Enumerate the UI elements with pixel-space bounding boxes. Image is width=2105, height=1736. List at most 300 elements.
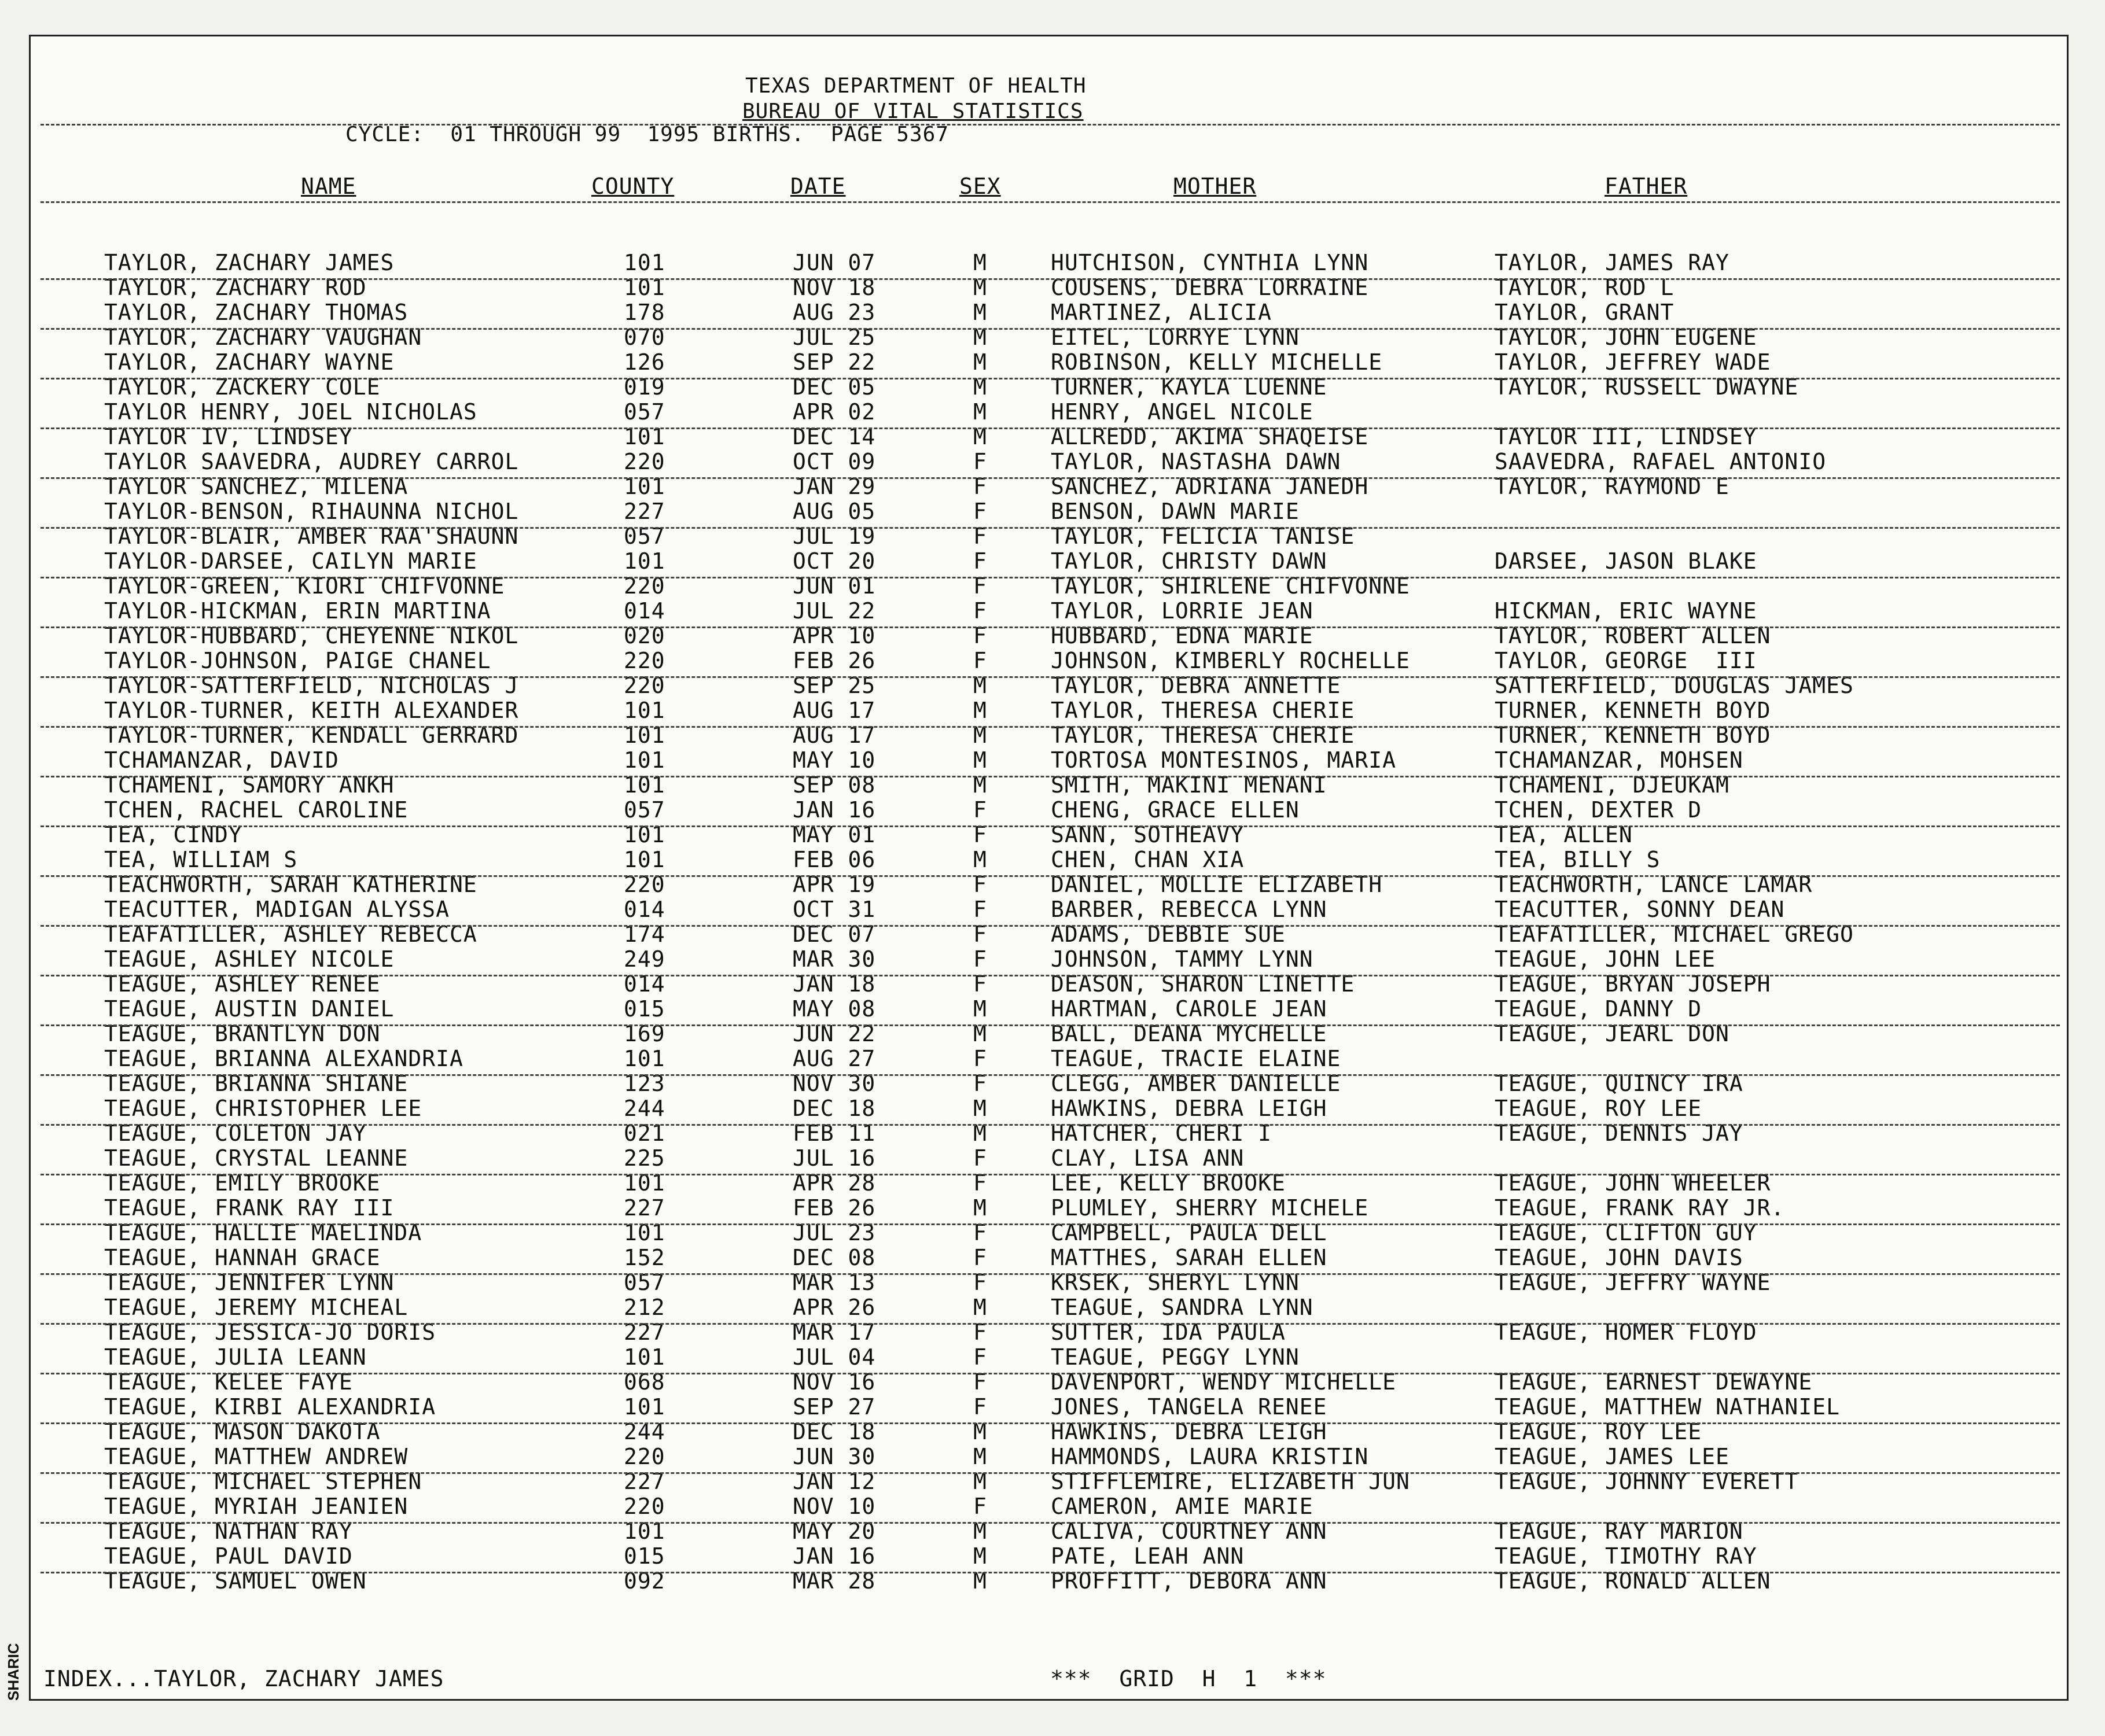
record-name-cell: TAYLOR-HICKMAN, ERIN MARTINA <box>104 598 491 624</box>
record-county-cell: 227 <box>624 1319 665 1345</box>
record-sex-cell: F <box>973 971 987 997</box>
header-line1: TEXAS DEPARTMENT OF HEALTH <box>745 74 1087 98</box>
record-sex-cell: M <box>973 399 987 425</box>
row-separator <box>41 925 2060 927</box>
record-date-cell: DEC 07 <box>793 922 876 947</box>
record-father-cell: TEAGUE, JEFFRY WAYNE <box>1495 1270 1771 1295</box>
header-line2: BUREAU OF VITAL STATISTICS <box>742 99 1084 123</box>
record-mother-cell: KRSEK, SHERYL LYNN <box>1051 1270 1300 1295</box>
record-father-cell: TAYLOR, ROBERT ALLEN <box>1495 623 1771 648</box>
record-sex-cell: M <box>973 250 987 275</box>
record-name-cell: TEAGUE, BRANTLYN DON <box>104 1021 381 1046</box>
record-mother-cell: ADAMS, DEBBIE SUE <box>1051 922 1286 947</box>
record-date-cell: OCT 31 <box>793 897 876 922</box>
record-date-cell: OCT 09 <box>793 449 876 474</box>
record-sex-cell: M <box>973 1444 987 1469</box>
record-sex-cell: F <box>973 946 987 972</box>
col-head-name: NAME <box>301 174 356 199</box>
record-county-cell: 070 <box>624 325 665 350</box>
record-date-cell: FEB 06 <box>793 847 876 872</box>
record-date-cell: JAN 16 <box>793 797 876 823</box>
row-separator <box>41 427 2060 429</box>
row-separator <box>41 875 2060 877</box>
record-father-cell: TEAGUE, CLIFTON GUY <box>1495 1220 1757 1245</box>
record-mother-cell: CLAY, LISA ANN <box>1051 1145 1245 1171</box>
record-county-cell: 220 <box>624 1444 665 1469</box>
record-sex-cell: M <box>973 1518 987 1544</box>
row-separator <box>41 1422 2060 1424</box>
record-name-cell: TCHAMENI, SAMORY ANKH <box>104 772 395 798</box>
record-name-cell: TEAGUE, CRYSTAL LEANNE <box>104 1145 409 1171</box>
record-county-cell: 014 <box>624 598 665 624</box>
record-date-cell: DEC 18 <box>793 1419 876 1444</box>
record-mother-cell: LEE, KELLY BROOKE <box>1051 1170 1286 1196</box>
record-name-cell: TEAGUE, BRIANNA ALEXANDRIA <box>104 1046 463 1071</box>
record-mother-cell: TEAGUE, SANDRA LYNN <box>1051 1295 1313 1320</box>
record-name-cell: TEAGUE, MATTHEW ANDREW <box>104 1444 409 1469</box>
record-sex-cell: F <box>973 474 987 499</box>
record-sex-cell: F <box>973 1270 987 1295</box>
record-name-cell: TEAGUE, SAMUEL OWEN <box>104 1568 367 1594</box>
record-mother-cell: DAVENPORT, WENDY MICHELLE <box>1051 1369 1396 1395</box>
record-sex-cell: M <box>973 698 987 723</box>
col-head-mother: MOTHER <box>1173 174 1257 199</box>
record-name-cell: TEAGUE, JEREMY MICHEAL <box>104 1295 409 1320</box>
record-name-cell: TEAGUE, JULIA LEANN <box>104 1344 367 1370</box>
record-mother-cell: JOHNSON, TAMMY LYNN <box>1051 946 1313 972</box>
record-sex-cell: M <box>973 300 987 325</box>
record-date-cell: FEB 11 <box>793 1121 876 1146</box>
row-separator <box>41 477 2060 479</box>
record-father-cell: TEAGUE, TIMOTHY RAY <box>1495 1543 1757 1569</box>
record-sex-cell: F <box>973 499 987 524</box>
record-name-cell: TCHAMANZAR, DAVID <box>104 747 339 773</box>
record-mother-cell: TEAGUE, PEGGY LYNN <box>1051 1344 1300 1370</box>
record-county-cell: 015 <box>624 1543 665 1569</box>
record-mother-cell: HENRY, ANGEL NICOLE <box>1051 399 1313 425</box>
record-sex-cell: M <box>973 1121 987 1146</box>
record-sex-cell: M <box>973 1568 987 1594</box>
record-father-cell: TEACHWORTH, LANCE LAMAR <box>1495 872 1813 897</box>
record-county-cell: 126 <box>624 349 665 375</box>
record-date-cell: APR 02 <box>793 399 876 425</box>
footer-grid: *** GRID H 1 *** <box>1050 1666 1327 1691</box>
record-date-cell: AUG 05 <box>793 499 876 524</box>
record-county-cell: 101 <box>624 250 665 275</box>
record-mother-cell: PATE, LEAH ANN <box>1051 1543 1245 1569</box>
record-father-cell: DARSEE, JASON BLAKE <box>1495 548 1757 574</box>
record-father-cell: TEAGUE, RAY MARION <box>1495 1518 1743 1544</box>
record-father-cell: TEAGUE, DENNIS JAY <box>1495 1121 1743 1146</box>
record-date-cell: JAN 16 <box>793 1543 876 1569</box>
record-father-cell: TAYLOR, GRANT <box>1495 300 1675 325</box>
record-date-cell: SEP 22 <box>793 349 876 375</box>
record-mother-cell: CHEN, CHAN XIA <box>1051 847 1245 872</box>
row-separator <box>41 1223 2060 1225</box>
record-sex-cell: F <box>973 1344 987 1370</box>
record-county-cell: 220 <box>624 648 665 673</box>
record-date-cell: SEP 25 <box>793 673 876 698</box>
record-mother-cell: MARTINEZ, ALICIA <box>1051 300 1272 325</box>
record-county-cell: 101 <box>624 1046 665 1071</box>
col-head-father: FATHER <box>1604 174 1688 199</box>
cycle-line: CYCLE: 01 THROUGH 99 1995 BIRTHS. PAGE 5367 <box>345 123 949 146</box>
record-sex-cell: F <box>973 1071 987 1096</box>
record-sex-cell: F <box>973 1145 987 1171</box>
record-name-cell: TEAFATILLER, ASHLEY REBECCA <box>104 922 477 947</box>
record-date-cell: APR 26 <box>793 1295 876 1320</box>
record-mother-cell: SANCHEZ, ADRIANA JANEDH <box>1051 474 1369 499</box>
record-mother-cell: JOHNSON, KIMBERLY ROCHELLE <box>1051 648 1410 673</box>
record-mother-cell: TAYLOR, THERESA CHERIE <box>1051 723 1355 748</box>
record-sex-cell: M <box>973 723 987 748</box>
row-separator <box>41 1572 2060 1573</box>
record-date-cell: AUG 27 <box>793 1046 876 1071</box>
record-sex-cell: M <box>973 996 987 1022</box>
record-sex-cell: M <box>973 325 987 350</box>
record-date-cell: AUG 17 <box>793 723 876 748</box>
row-separator <box>41 378 2060 379</box>
record-date-cell: SEP 27 <box>793 1394 876 1420</box>
record-date-cell: NOV 30 <box>793 1071 876 1096</box>
record-county-cell: 174 <box>624 922 665 947</box>
record-father-cell: SATTERFIELD, DOUGLAS JAMES <box>1495 673 1854 698</box>
record-mother-cell: TAYLOR, THERESA CHERIE <box>1051 698 1355 723</box>
record-county-cell: 178 <box>624 300 665 325</box>
record-county-cell: 220 <box>624 673 665 698</box>
record-county-cell: 057 <box>624 797 665 823</box>
record-mother-cell: MATTHES, SARAH ELLEN <box>1051 1245 1327 1270</box>
record-date-cell: MAR 13 <box>793 1270 876 1295</box>
record-name-cell: TAYLOR, ZACHARY THOMAS <box>104 300 409 325</box>
record-father-cell: TAYLOR, JOHN EUGENE <box>1495 325 1757 350</box>
record-county-cell: 249 <box>624 946 665 972</box>
record-sex-cell: F <box>973 1319 987 1345</box>
record-county-cell: 092 <box>624 1568 665 1594</box>
record-sex-cell: F <box>973 1245 987 1270</box>
record-date-cell: JAN 29 <box>793 474 876 499</box>
record-county-cell: 057 <box>624 524 665 549</box>
record-name-cell: TEA, WILLIAM S <box>104 847 298 872</box>
record-date-cell: AUG 23 <box>793 300 876 325</box>
record-mother-cell: HAMMONDS, LAURA KRISTIN <box>1051 1444 1369 1469</box>
record-name-cell: TAYLOR SANCHEZ, MILENA <box>104 474 409 499</box>
record-sex-cell: F <box>973 573 987 599</box>
record-mother-cell: CAMPBELL, PAULA DELL <box>1051 1220 1327 1245</box>
row-separator <box>41 577 2060 578</box>
record-name-cell: TAYLOR-HUBBARD, CHEYENNE NIKOL <box>104 623 519 648</box>
record-mother-cell: BENSON, DAWN MARIE <box>1051 499 1300 524</box>
record-date-cell: NOV 18 <box>793 275 876 300</box>
col-head-county: COUNTY <box>591 174 675 199</box>
record-father-cell: TAYLOR, RAYMOND E <box>1495 474 1729 499</box>
record-date-cell: MAY 08 <box>793 996 876 1022</box>
record-father-cell: TEAGUE, JOHNNY EVERETT <box>1495 1469 1799 1494</box>
record-county-cell: 220 <box>624 872 665 897</box>
row-separator <box>41 1472 2060 1474</box>
record-name-cell: TAYLOR IV, LINDSEY <box>104 424 353 449</box>
record-name-cell: TEAGUE, MICHAEL STEPHEN <box>104 1469 422 1494</box>
record-mother-cell: CLEGG, AMBER DANIELLE <box>1051 1071 1341 1096</box>
record-sex-cell: M <box>973 1295 987 1320</box>
record-county-cell: 227 <box>624 1195 665 1221</box>
record-mother-cell: COUSENS, DEBRA LORRAINE <box>1051 275 1369 300</box>
record-father-cell: TEACUTTER, SONNY DEAN <box>1495 897 1785 922</box>
record-date-cell: DEC 14 <box>793 424 876 449</box>
record-name-cell: TAYLOR, ZACHARY JAMES <box>104 250 395 275</box>
record-mother-cell: SANN, SOTHEAVY <box>1051 822 1245 847</box>
record-date-cell: NOV 10 <box>793 1494 876 1519</box>
record-sex-cell: F <box>973 548 987 574</box>
record-father-cell: TEAGUE, JEARL DON <box>1495 1021 1729 1046</box>
record-name-cell: TAYLOR, ZACHARY ROD <box>104 275 367 300</box>
record-county-cell: 101 <box>624 1220 665 1245</box>
record-name-cell: TAYLOR-SATTERFIELD, NICHOLAS J <box>104 673 519 698</box>
footer-index: INDEX...TAYLOR, ZACHARY JAMES <box>43 1666 444 1691</box>
record-father-cell: TEAGUE, MATTHEW NATHANIEL <box>1495 1394 1840 1420</box>
record-mother-cell: ROBINSON, KELLY MICHELLE <box>1051 349 1383 375</box>
record-county-cell: 101 <box>624 548 665 574</box>
record-father-cell: TEAFATILLER, MICHAEL GREGO <box>1495 922 1854 947</box>
record-county-cell: 101 <box>624 424 665 449</box>
record-date-cell: JUN 01 <box>793 573 876 599</box>
row-separator <box>41 1124 2060 1126</box>
record-father-cell: TCHAMANZAR, MOHSEN <box>1495 747 1743 773</box>
record-sex-cell: F <box>973 524 987 549</box>
record-date-cell: MAY 10 <box>793 747 876 773</box>
record-county-cell: 212 <box>624 1295 665 1320</box>
record-sex-cell: F <box>973 623 987 648</box>
row-separator <box>41 1174 2060 1175</box>
record-name-cell: TAYLOR-TURNER, KEITH ALEXANDER <box>104 698 519 723</box>
row-separator <box>41 776 2060 777</box>
record-date-cell: FEB 26 <box>793 648 876 673</box>
record-date-cell: JUL 23 <box>793 1220 876 1245</box>
record-sex-cell: F <box>973 822 987 847</box>
record-county-cell: 014 <box>624 971 665 997</box>
record-sex-cell: F <box>973 1220 987 1245</box>
record-mother-cell: SUTTER, IDA PAULA <box>1051 1319 1286 1345</box>
record-mother-cell: HAWKINS, DEBRA LEIGH <box>1051 1419 1327 1444</box>
record-mother-cell: DEASON, SHARON LINETTE <box>1051 971 1355 997</box>
record-date-cell: JUL 04 <box>793 1344 876 1370</box>
record-mother-cell: TEAGUE, TRACIE ELAINE <box>1051 1046 1341 1071</box>
col-head-sex: SEX <box>959 174 1001 199</box>
record-father-cell: TURNER, KENNETH BOYD <box>1495 723 1771 748</box>
record-name-cell: TEAGUE, COLETON JAY <box>104 1121 367 1146</box>
record-county-cell: 101 <box>624 847 665 872</box>
record-father-cell: TEAGUE, EARNEST DEWAYNE <box>1495 1369 1813 1395</box>
row-separator <box>41 726 2060 728</box>
record-sex-cell: F <box>973 1394 987 1420</box>
record-name-cell: TEAGUE, KIRBI ALEXANDRIA <box>104 1394 436 1420</box>
record-father-cell: TEAGUE, FRANK RAY JR. <box>1495 1195 1785 1221</box>
record-county-cell: 101 <box>624 1394 665 1420</box>
record-county-cell: 244 <box>624 1096 665 1121</box>
record-mother-cell: STIFFLEMIRE, ELIZABETH JUN <box>1051 1469 1410 1494</box>
row-separator <box>41 1522 2060 1524</box>
record-county-cell: 101 <box>624 698 665 723</box>
record-county-cell: 101 <box>624 474 665 499</box>
record-father-cell: TEA, BILLY S <box>1495 847 1661 872</box>
record-county-cell: 101 <box>624 747 665 773</box>
record-sex-cell: M <box>973 1195 987 1221</box>
record-county-cell: 101 <box>624 1344 665 1370</box>
record-mother-cell: HARTMAN, CAROLE JEAN <box>1051 996 1327 1022</box>
record-father-cell: TAYLOR, JAMES RAY <box>1495 250 1729 275</box>
record-mother-cell: JONES, TANGELA RENEE <box>1051 1394 1327 1420</box>
record-sex-cell: F <box>973 1494 987 1519</box>
record-sex-cell: F <box>973 598 987 624</box>
record-mother-cell: CHENG, GRACE ELLEN <box>1051 797 1300 823</box>
record-sex-cell: F <box>973 1170 987 1196</box>
record-name-cell: TEAGUE, HANNAH GRACE <box>104 1245 381 1270</box>
record-date-cell: DEC 18 <box>793 1096 876 1121</box>
record-mother-cell: TURNER, KAYLA LUENNE <box>1051 374 1327 400</box>
record-mother-cell: PLUMLEY, SHERRY MICHELE <box>1051 1195 1369 1221</box>
row-separator <box>41 975 2060 976</box>
record-sex-cell: F <box>973 648 987 673</box>
record-name-cell: TAYLOR-JOHNSON, PAIGE CHANEL <box>104 648 491 673</box>
record-father-cell: TEAGUE, HOMER FLOYD <box>1495 1319 1757 1345</box>
record-county-cell: 225 <box>624 1145 665 1171</box>
record-date-cell: JAN 12 <box>793 1469 876 1494</box>
side-tag: SHARIC <box>5 1643 22 1701</box>
record-name-cell: TEA, CINDY <box>104 822 242 847</box>
record-father-cell: TEAGUE, JOHN LEE <box>1495 946 1716 972</box>
record-father-cell: TEAGUE, BRYAN JOSEPH <box>1495 971 1771 997</box>
record-mother-cell: TAYLOR, SHIRLENE CHIFVONNE <box>1051 573 1410 599</box>
record-father-cell: TAYLOR, JEFFREY WADE <box>1495 349 1771 375</box>
record-date-cell: MAY 20 <box>793 1518 876 1544</box>
record-name-cell: TEAGUE, ASHLEY NICOLE <box>104 946 395 972</box>
record-father-cell: SAAVEDRA, RAFAEL ANTONIO <box>1495 449 1827 474</box>
record-county-cell: 057 <box>624 1270 665 1295</box>
record-father-cell: TEAGUE, ROY LEE <box>1495 1419 1702 1444</box>
record-name-cell: TEAGUE, HALLIE MAELINDA <box>104 1220 422 1245</box>
record-name-cell: TEAGUE, KELEE FAYE <box>104 1369 353 1395</box>
record-name-cell: TEAGUE, EMILY BROOKE <box>104 1170 381 1196</box>
record-mother-cell: PROFFITT, DEBORA ANN <box>1051 1568 1327 1594</box>
record-sex-cell: M <box>973 1419 987 1444</box>
record-county-cell: 019 <box>624 374 665 400</box>
row-separator <box>41 825 2060 827</box>
record-name-cell: TAYLOR, ZACHARY WAYNE <box>104 349 395 375</box>
record-county-cell: 220 <box>624 1494 665 1519</box>
record-mother-cell: BALL, DEANA MYCHELLE <box>1051 1021 1327 1046</box>
record-sex-cell: M <box>973 1021 987 1046</box>
record-date-cell: APR 19 <box>793 872 876 897</box>
row-separator <box>41 278 2060 280</box>
record-name-cell: TEAGUE, BRIANNA SHIANE <box>104 1071 409 1096</box>
record-mother-cell: HATCHER, CHERI I <box>1051 1121 1272 1146</box>
record-county-cell: 068 <box>624 1369 665 1395</box>
record-county-cell: 014 <box>624 897 665 922</box>
record-sex-cell: F <box>973 872 987 897</box>
record-mother-cell: CALIVA, COURTNEY ANN <box>1051 1518 1327 1544</box>
record-sex-cell: F <box>973 922 987 947</box>
record-mother-cell: HAWKINS, DEBRA LEIGH <box>1051 1096 1327 1121</box>
record-county-cell: 101 <box>624 772 665 798</box>
record-date-cell: APR 10 <box>793 623 876 648</box>
record-name-cell: TEAGUE, MYRIAH JEANIEN <box>104 1494 409 1519</box>
record-county-cell: 101 <box>624 1170 665 1196</box>
record-sex-cell: M <box>973 374 987 400</box>
record-mother-cell: ALLREDD, AKIMA SHAQEISE <box>1051 424 1369 449</box>
record-sex-cell: M <box>973 1543 987 1569</box>
record-father-cell: TURNER, KENNETH BOYD <box>1495 698 1771 723</box>
row-separator <box>41 1074 2060 1076</box>
record-county-cell: 220 <box>624 573 665 599</box>
record-county-cell: 244 <box>624 1419 665 1444</box>
record-mother-cell: TAYLOR, DEBRA ANNETTE <box>1051 673 1341 698</box>
record-date-cell: FEB 26 <box>793 1195 876 1221</box>
record-date-cell: MAR 17 <box>793 1319 876 1345</box>
record-county-cell: 057 <box>624 399 665 425</box>
record-date-cell: MAR 30 <box>793 946 876 972</box>
record-date-cell: JUN 07 <box>793 250 876 275</box>
record-county-cell: 227 <box>624 499 665 524</box>
record-father-cell: TAYLOR, ROD L <box>1495 275 1675 300</box>
row-separator <box>41 1373 2060 1374</box>
record-father-cell: TEAGUE, QUINCY IRA <box>1495 1071 1743 1096</box>
record-sex-cell: M <box>973 772 987 798</box>
record-name-cell: TEAGUE, JENNIFER LYNN <box>104 1270 395 1295</box>
record-sex-cell: M <box>973 847 987 872</box>
record-date-cell: OCT 20 <box>793 548 876 574</box>
record-county-cell: 021 <box>624 1121 665 1146</box>
record-name-cell: TAYLOR, ZACHARY VAUGHAN <box>104 325 422 350</box>
record-county-cell: 015 <box>624 996 665 1022</box>
record-date-cell: SEP 08 <box>793 772 876 798</box>
row-separator <box>41 676 2060 678</box>
row-separator <box>41 328 2060 330</box>
record-father-cell: TEAGUE, DANNY D <box>1495 996 1702 1022</box>
record-date-cell: JUN 30 <box>793 1444 876 1469</box>
record-date-cell: JUL 22 <box>793 598 876 624</box>
record-mother-cell: TORTOSA MONTESINOS, MARIA <box>1051 747 1396 773</box>
record-father-cell: TAYLOR III, LINDSEY <box>1495 424 1757 449</box>
row-separator <box>41 1273 2060 1275</box>
record-father-cell: TEA, ALLEN <box>1495 822 1633 847</box>
record-mother-cell: CAMERON, AMIE MARIE <box>1051 1494 1313 1519</box>
record-father-cell: HICKMAN, ERIC WAYNE <box>1495 598 1757 624</box>
record-date-cell: MAY 01 <box>793 822 876 847</box>
record-name-cell: TEAGUE, PAUL DAVID <box>104 1543 353 1569</box>
record-name-cell: TAYLOR-DARSEE, CAILYN MARIE <box>104 548 477 574</box>
record-date-cell: JUL 19 <box>793 524 876 549</box>
record-name-cell: TAYLOR-TURNER, KENDALL GERRARD <box>104 723 519 748</box>
record-father-cell: TEAGUE, JOHN WHEELER <box>1495 1170 1771 1196</box>
record-name-cell: TEAGUE, JESSICA-JO DORIS <box>104 1319 436 1345</box>
record-father-cell: TAYLOR, GEORGE III <box>1495 648 1757 673</box>
record-name-cell: TAYLOR SAAVEDRA, AUDREY CARROL <box>104 449 519 474</box>
record-county-cell: 101 <box>624 275 665 300</box>
record-father-cell: TCHEN, DEXTER D <box>1495 797 1702 823</box>
record-date-cell: MAR 28 <box>793 1568 876 1594</box>
record-sex-cell: M <box>973 1096 987 1121</box>
record-date-cell: APR 28 <box>793 1170 876 1196</box>
record-county-cell: 169 <box>624 1021 665 1046</box>
record-name-cell: TEACHWORTH, SARAH KATHERINE <box>104 872 477 897</box>
record-county-cell: 101 <box>624 1518 665 1544</box>
record-sex-cell: M <box>973 673 987 698</box>
record-date-cell: JUL 25 <box>793 325 876 350</box>
record-name-cell: TEAGUE, AUSTIN DANIEL <box>104 996 395 1022</box>
record-mother-cell: TAYLOR, LORRIE JEAN <box>1051 598 1313 624</box>
record-date-cell: AUG 17 <box>793 698 876 723</box>
record-county-cell: 152 <box>624 1245 665 1270</box>
